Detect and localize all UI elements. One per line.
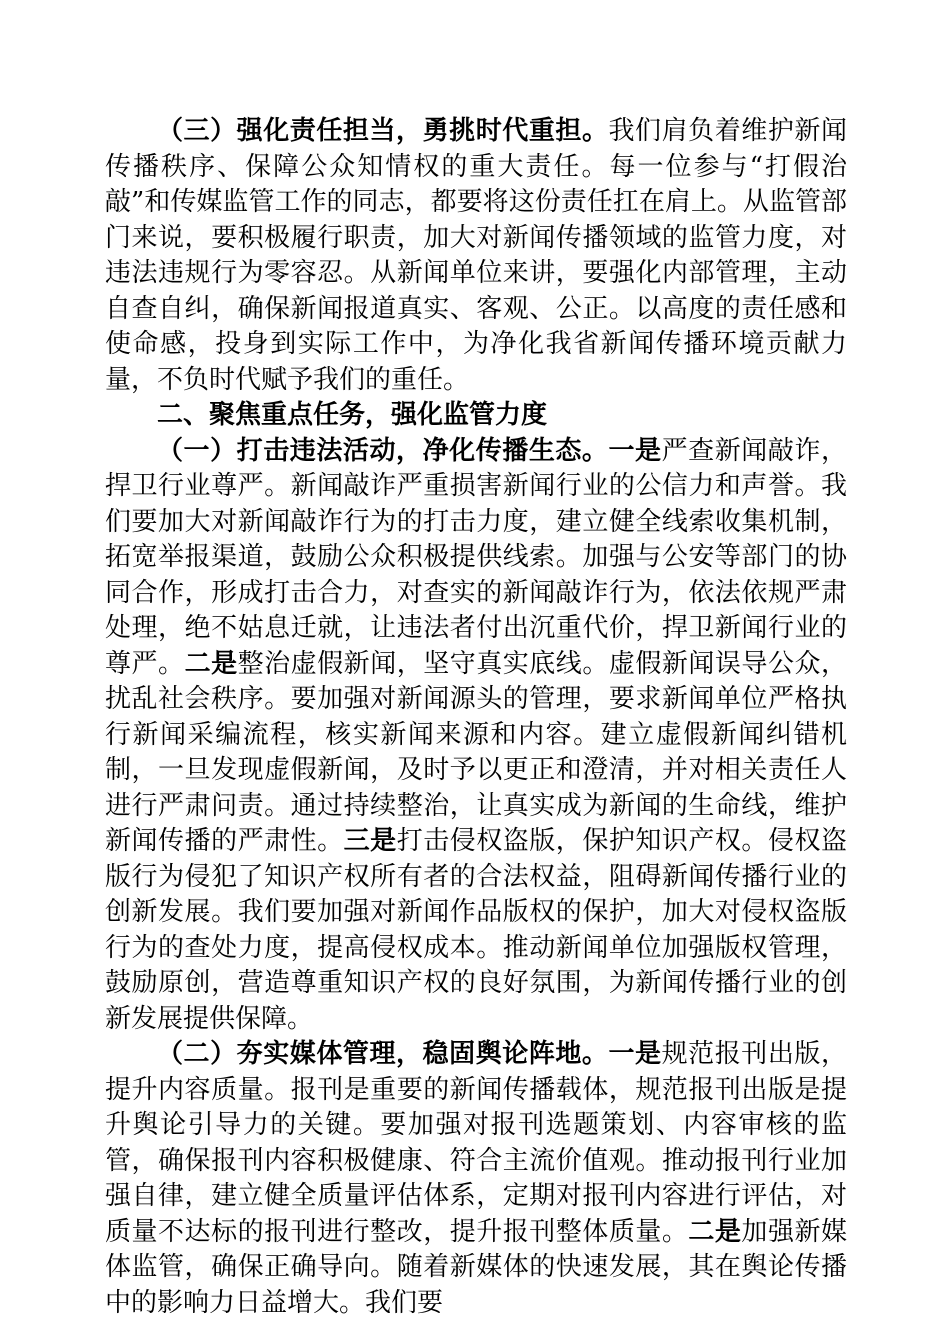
item-text: 严查新闻敲诈，捍卫行业尊严。新闻敲诈严重损害新闻行业的公信力和声誉。我们要加大对新闻敲诈行为的打击力度，建立健全线索收集机制，拓宽举报渠道，鼓励公众积极提供线索。加强与公安等部门的协同合作，形成打击合力，对查实的新闻敲诈行为，依法依规严肃处理，绝不姑息迁就，让违法者付出沉重代价，捍卫新闻行业的尊严。 [105,435,847,679]
paragraph-lead: （一）打击违法活动，净化传播生态。 [157,435,609,466]
item-marker: 一是 [608,1039,662,1069]
paragraph-lead: （二）夯实媒体管理，稳固舆论阵地。 [157,1039,609,1069]
item-text: 打击侵权盗版，保护知识产权。侵权盗版行为侵犯了知识产权所有者的合法权益，阻碍新闻传播行业的创新发展。我们要加强对新闻作品版权的保护，加大对侵权盗版行为的查处力度，提高侵权成本。推动新闻单位加强版权管理，鼓励原创，营造尊重知识产权的良好氛围，为新闻传播行业的创新发展提供保障。 [105,826,847,1034]
section-heading: 二、聚焦重点任务，强化监管力度 [157,400,548,430]
item-marker: 一是 [608,435,662,466]
paragraph-crackdown [105,434,847,1038]
item-marker: 二是 [184,648,238,679]
paragraph-responsibility [105,114,847,398]
item-marker: 三是 [343,826,397,856]
item-text: 规范报刊出版，提升内容质量。报刊是重要的新闻传播载体，规范报刊出版是提升舆论引导力的关键。要加强对报刊选题策划、内容审核的监管，确保报刊内容积极健康、符合主流价值观。推动报刊行业加强自律，建立健全质量评估体系，定期对报刊内容进行评估，对质量不达标的报刊进行整改，提升报刊整体质量。 [105,1039,847,1247]
item-text: 整治虚假新闻，坚守真实底线。虚假新闻误导公众，扰乱社会秩序。要加强对新闻源头的管理，要求新闻单位严格执行新闻采编流程，核实新闻来源和内容。建立虚假新闻纠错机制，一旦发现虚假新闻，及时予以更正和澄清，并对相关责任人进行严肃问责。通过持续整治，让真实成为新闻的生命线，维护新闻传播的严肃性。 [105,648,847,856]
item-marker: 二是 [688,1216,742,1247]
document-page [105,114,847,1321]
paragraph-media-management [105,1037,847,1321]
paragraph-lead: （三）强化责任担当，勇挑时代重担。 [157,116,609,146]
item-text: 加强新媒体监管，确保正确导向。随着新媒体的快速发展，其在舆论传播中的影响力日益增大。我们要 [105,1216,847,1318]
paragraph-body: 我们肩负着维护新闻传播秩序、保障公众知情权的重大责任。每一位参与“打假治敲”和传媒监管工作的同志，都要将这份责任扛在肩上。从监管部门来说，要积极履行职责，加大对新闻传播领域的监管力度，对违法违规行为零容忍。从新闻单位来讲，要强化内部管理，主动自查自纠，确保新闻报道真实、客观、公正。以高度的责任感和使命感，投身到实际工作中，为净化我省新闻传播环境贡献力量，不负时代赋予我们的重任。 [105,116,847,395]
